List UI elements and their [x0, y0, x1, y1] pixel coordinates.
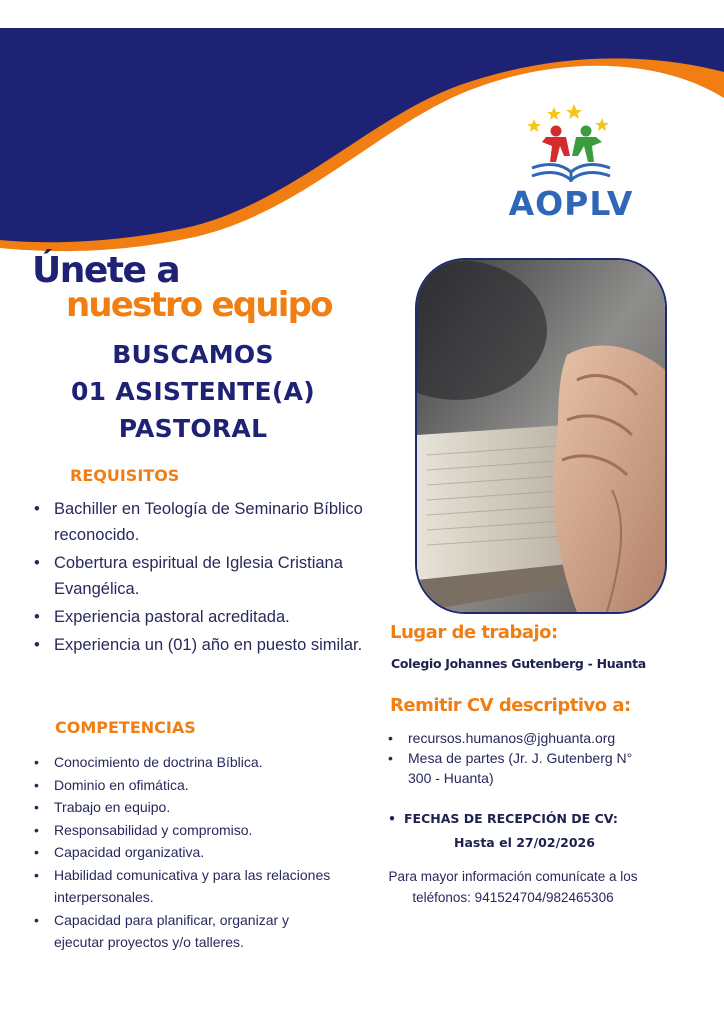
bullet-dot-icon: • [34, 554, 40, 572]
logo [520, 104, 622, 186]
bullet-dot-icon: • [34, 866, 39, 883]
bullet-dot-icon: • [388, 750, 393, 766]
bullet-dot-icon: • [34, 799, 39, 815]
photo-praying-hands [417, 260, 665, 612]
bullet-dot-icon: • [34, 821, 39, 838]
list-item: • Habilidad comunicativa y para las relaciones interpersonales. [32, 864, 332, 909]
requisitos-list [32, 496, 372, 660]
email-item[interactable]: • recursos.humanos@jghuanta.org [388, 730, 616, 746]
list-item: • Conocimiento de doctrina Bíblica. [32, 751, 332, 774]
lugar-title: Lugar de trabajo: [390, 622, 558, 643]
list-item: • Experiencia un (01) año en puesto similar. [32, 632, 372, 658]
headline-line1: Únete a [32, 250, 180, 291]
list-item: • Cobertura espiritual de Iglesia Cristiana Evangélica. [32, 550, 372, 602]
contact-info-line: Para mayor información comunícate a los [388, 869, 638, 884]
bullet-dot-icon: • [34, 754, 39, 770]
list-item: • Responsabilidad y compromiso. [32, 819, 332, 842]
bullet-dot-icon: • [34, 500, 40, 518]
wave-white-gap [0, 0, 724, 28]
bullet-dot-icon: • [34, 911, 39, 928]
fechas-label: FECHAS DE RECEPCIÓN DE CV: [404, 811, 618, 826]
list-item: • Capacidad para planificar, organizar y ejecutar proyectos y/o talleres. [32, 909, 332, 954]
requisitos-title: REQUISITOS [70, 466, 180, 485]
headline-line2: nuestro equipo [66, 285, 332, 325]
competencias-title: COMPETENCIAS [55, 718, 196, 737]
list-item: • Dominio en ofimática. [32, 774, 332, 797]
job-title-line: BUSCAMOS [112, 340, 274, 369]
job-title-line: PASTORAL [118, 414, 268, 443]
list-item: • Mesa de partes (Jr. J. Gutenberg N° 300 - Huanta) [388, 750, 633, 786]
remitir-title: Remitir CV descriptivo a: [390, 695, 631, 716]
logo-stars-icon [527, 104, 609, 132]
logo-book-icon [532, 165, 610, 182]
job-title [30, 336, 356, 447]
remitir-list [386, 728, 656, 788]
competencias-list [32, 751, 332, 954]
contact-info [372, 866, 654, 908]
bullet-dot-icon: • [388, 730, 393, 746]
list-item: • Capacidad organizativa. [32, 841, 332, 864]
bullet-dot-icon: • [34, 776, 39, 793]
logo-text: AOPLV [508, 184, 634, 223]
list-item: • Experiencia pastoral acreditada. [32, 604, 372, 630]
fechas-label-row [388, 807, 648, 831]
bullet-dot-icon: • [34, 844, 39, 860]
list-item: • Trabajo en equipo. [32, 796, 332, 819]
logo-children-icon [542, 126, 602, 163]
job-title-line: 01 ASISTENTE(A) [70, 377, 316, 406]
bullet-dot-icon: • [34, 608, 40, 626]
bullet-dot-icon: • [388, 811, 396, 826]
list-item: • Bachiller en Teología de Seminario Bíblico reconocido. [32, 496, 372, 548]
lugar-value: Colegio Johannes Gutenberg - Huanta [391, 656, 646, 671]
fechas-value: Hasta el 27/02/2026 [454, 835, 595, 850]
contact-info-line: teléfonos: 941524704/982465306 [412, 890, 614, 905]
fechas-block [388, 807, 648, 855]
bullet-dot-icon: • [34, 636, 40, 654]
